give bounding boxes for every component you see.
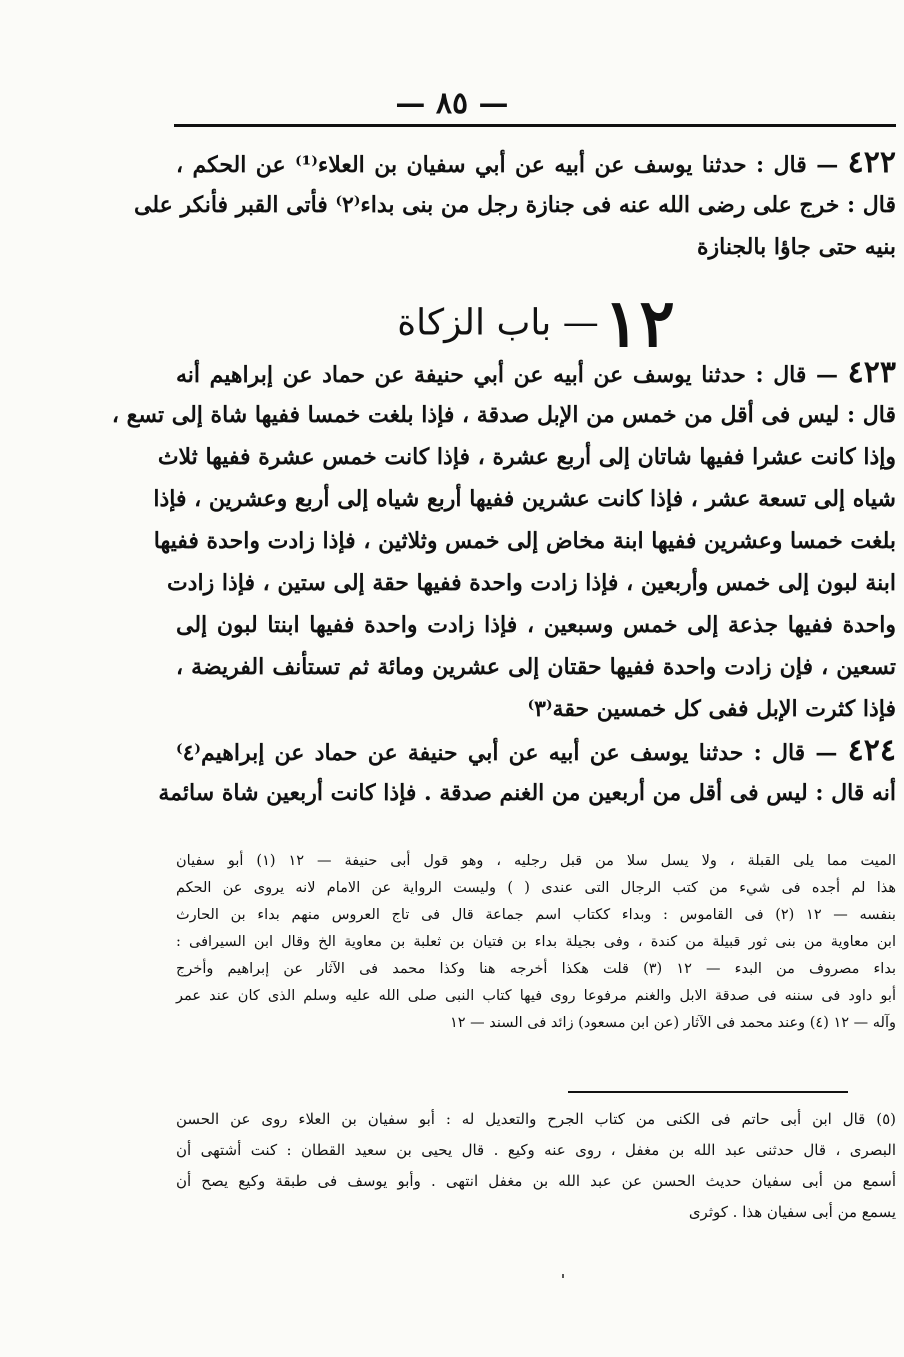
footnote-line: الميت مما يلى القبلة ، ولا يسل سلا من قبل رجليه ، وهو قول أبى حنيفة — ١٢ (١) أبو سفيان bbox=[176, 853, 896, 869]
footnote-line: هذا لم أجده فى شيء من كتب الرجال التى عندى ( ) وليست الرواية عن الامام لانه يروى عن الحكم bbox=[176, 880, 896, 896]
hadith-424 bbox=[158, 730, 896, 814]
hadith-423-line-3: وإذا كانت عشرا ففيها شاتان إلى أربع عشرة ، فإذا كانت خمس عشرة ففيها ثلاث bbox=[157, 444, 896, 470]
hadith-423-line-5: بلغت خمسا وعشرين ففيها ابنة مخاض إلى خمس وثلاثين ، فإذا زادت واحدة ففيها bbox=[153, 528, 896, 554]
footnote-line: بنفسه — ١٢ (٢) فى القاموس : وبداء ككتاب اسم جماعة قال فى تاج العروس منهم بداء بن الحارث bbox=[176, 907, 896, 923]
footnote-5-line: أسمع من أبى سفيان حديث الحسن عن عبد الله بن مغفل انتهى . وأبو يوسف فى طبقة وكيع يصح أن bbox=[176, 1172, 896, 1190]
page-number: — ٨٥ — bbox=[395, 86, 509, 121]
footnote-5-line: البصرى ، قال حدثنى عبد الله بن مغفل ، روى عنه وكيع . قال يحيى بن سعيد القطان : كنت أشتهى أن bbox=[176, 1141, 896, 1159]
chapter-number: ١٢ bbox=[603, 284, 675, 362]
footnote-5-line: (٥) قال ابن أبى حاتم فى الكنى من كتاب الجرح والتعديل له : أبو سفيان بن العلاء روى عن الحسن bbox=[176, 1110, 896, 1128]
footnote-line: وآله — ١٢ (٤) وعند محمد فى الآثار (عن ابن مسعود) زائد فى السند — ١٢ bbox=[450, 1015, 896, 1031]
hadith-number: ٤٢٤ bbox=[847, 733, 896, 768]
hadith-424-line-1: ٤٢٤ — قال : حدثنا يوسف عن أبيه عن أبي حنيفة عن حماد عن إبراهيم⁽٤⁾ bbox=[176, 733, 896, 768]
chapter-heading bbox=[176, 284, 896, 362]
hadith-422-line-1: ٤٢٢ — قال : حدثنا يوسف عن أبيه عن أبي سفيان بن العلاء⁽¹⁾ عن الحكم ، bbox=[176, 145, 896, 180]
ink-speck bbox=[562, 1274, 564, 1278]
hadith-number: ٤٢٣ bbox=[847, 355, 896, 390]
hadith-423-line-1: ٤٢٣ — قال : حدثنا يوسف عن أبيه عن أبي حنيفة عن حماد عن إبراهيم أنه bbox=[176, 355, 896, 390]
header-rule bbox=[174, 124, 896, 127]
footnotes bbox=[176, 848, 896, 1037]
footnote-line: بداء مصروف من البدء — ١٢ (٣) قلت هكذا أخرجه هنا وكذا محمد فى الآثار عن إبراهيم وأخرج bbox=[176, 961, 896, 977]
footnote-5 bbox=[176, 1104, 896, 1228]
footnote-line: ابن معاوية من بنى ثور قبيلة من كندة ، وفى بجيلة بداء بن فتيان بن ثعلبة بن معاوية الخ وقال ابن السيرافى : bbox=[176, 934, 896, 950]
hadith-423-line-8: تسعين ، فإن زادت واحدة ففيها حقتان إلى عشرين ومائة ثم تستأنف الفريضة ، bbox=[176, 654, 896, 680]
hadith-423-line-4: شياه إلى تسعة عشر ، فإذا كانت عشرين ففيها أربع شياه إلى أربع وعشرين ، فإذا bbox=[153, 486, 896, 512]
footnote-5-line: يسمع من أبى سفيان هذا . كوثرى bbox=[688, 1203, 896, 1221]
hadith-423 bbox=[111, 352, 896, 730]
footnote-separator bbox=[568, 1091, 848, 1093]
hadith-423-line-7: واحدة ففيها جذعة إلى خمس وسبعين ، فإذا زادت واحدة ففيها ابنتا لبون إلى bbox=[176, 612, 896, 638]
chapter-title: — باب الزكاة bbox=[397, 302, 599, 344]
hadith-423-line-2: قال : ليس فى أقل من خمس من الإبل صدقة ، فإذا بلغت خمسا ففيها شاة إلى تسع ، bbox=[111, 402, 896, 428]
hadith-number: ٤٢٢ bbox=[847, 145, 896, 180]
hadith-422-line-3: بنيه حتى جاؤا بالجنازة bbox=[696, 234, 896, 260]
hadith-422-line-2: قال : خرج على رضى الله عنه فى جنازة رجل من بنى بداء⁽٢⁾ فأتى القبر فأنكر على bbox=[134, 192, 896, 218]
hadith-424-line-2: أنه قال : ليس فى أقل من أربعين من الغنم صدقة . فإذا كانت أربعين شاة سائمة bbox=[158, 780, 896, 806]
hadith-422 bbox=[134, 142, 896, 268]
hadith-423-line-6: ابنة لبون إلى خمس وأربعين ، فإذا زادت واحدة ففيها حقة إلى ستين ، فإذا زادت bbox=[166, 570, 896, 596]
footnote-line: أبو داود فى سننه فى صدقة الابل والغنم مرفوعا روى فيها كتاب النبى صلى الله عليه وسلم الذى كان عند عمر bbox=[176, 988, 896, 1004]
hadith-423-line-9: فإذا كثرت الإبل ففى كل خمسين حقة⁽٣⁾ bbox=[527, 696, 896, 722]
